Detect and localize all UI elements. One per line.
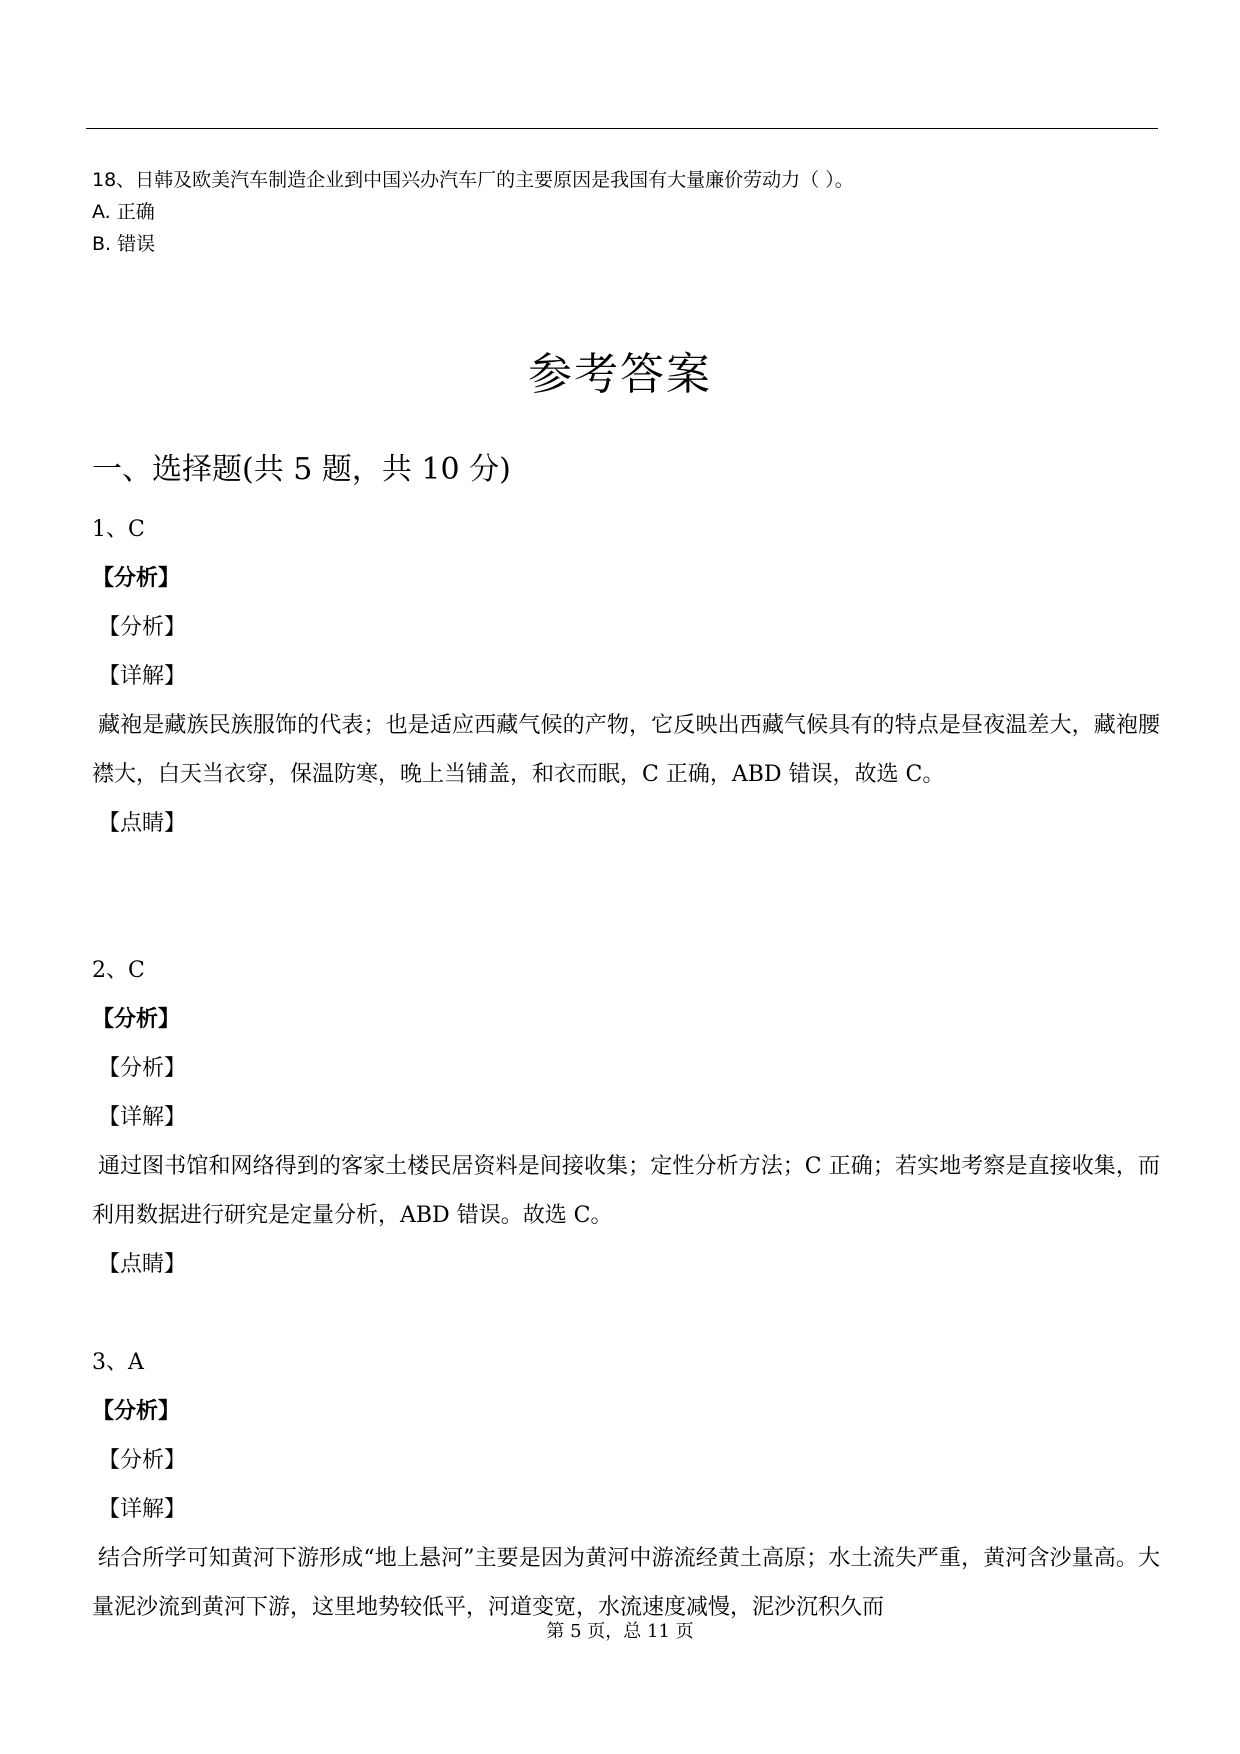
question-stem: 18、日韩及欧美汽车制造企业到中国兴办汽车厂的主要原因是我国有大量廉价劳动力（ ）。 xyxy=(92,169,854,191)
detail-text: 结合所学可知黄河下游形成“地上悬河”主要是因为黄河中游流经黄土高原；水土流失严重，黄河含沙量高。大量泥沙流到黄河下游，这里地势较低平，河道变宽，水流速度减慢，泥沙沉积久而 xyxy=(92,1546,1160,1620)
detail-label: 【详解】 xyxy=(98,1105,187,1130)
analysis-sub: 【分析】 xyxy=(98,1448,187,1473)
answer-number: 2、C xyxy=(92,958,145,983)
analysis-heading: 【分析】 xyxy=(92,1398,181,1424)
answer-2 xyxy=(92,946,1160,1289)
option-b: B. 错误 xyxy=(92,233,156,255)
detail-label: 【详解】 xyxy=(98,664,187,689)
comment-label: 【点睛】 xyxy=(98,1252,187,1277)
detail-text: 藏袍是藏族民族服饰的代表；也是适应西藏气候的产物，它反映出西藏气候具有的特点是昼夜温差大，藏袍腰襟大，白天当衣穿，保温防寒，晚上当铺盖，和衣而眠，C 正确，ABD 错误，故选 C。 xyxy=(92,713,1160,787)
answer-3 xyxy=(92,1338,1160,1632)
comment-label: 【点睛】 xyxy=(98,811,187,836)
detail-text: 通过图书馆和网络得到的客家土楼民居资料是间接收集；定性分析方法；C 正确；若实地考察是直接收集，而利用数据进行研究是定量分析，ABD 错误。故选 C。 xyxy=(92,1154,1160,1228)
analysis-sub: 【分析】 xyxy=(98,1056,187,1081)
answer-title: 参考答案 xyxy=(528,349,712,400)
answer-number: 1、C xyxy=(92,517,145,542)
question-18 xyxy=(92,164,854,260)
detail-label: 【详解】 xyxy=(98,1497,187,1522)
analysis-sub: 【分析】 xyxy=(98,615,187,640)
option-a: A. 正确 xyxy=(92,201,155,223)
analysis-heading: 【分析】 xyxy=(92,565,181,591)
header-rule xyxy=(86,128,1158,129)
answer-1 xyxy=(92,505,1160,848)
answer-number: 3、A xyxy=(92,1350,144,1375)
page-footer: 第 5 页，总 11 页 xyxy=(546,1621,694,1642)
section-heading: 一、选择题(共 5 题，共 10 分) xyxy=(92,452,511,487)
analysis-heading: 【分析】 xyxy=(92,1006,181,1032)
